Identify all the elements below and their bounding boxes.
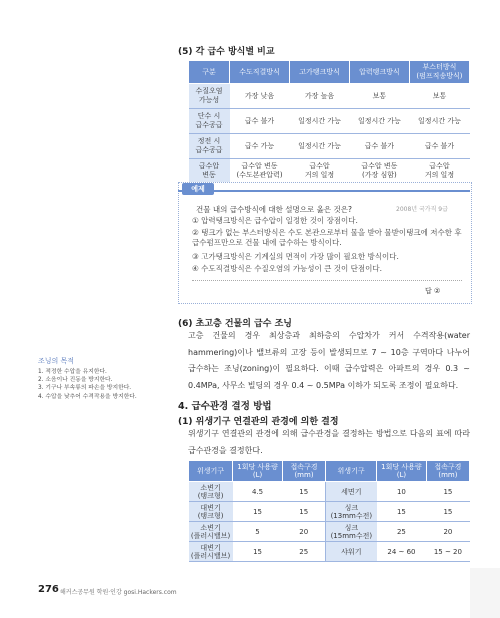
table-row: [189, 109, 470, 134]
table-row: [189, 84, 470, 109]
table-header-cell: 수도직결방식: [230, 61, 290, 84]
table-header-cell: 부스터방식 (펌프직송방식): [409, 61, 469, 84]
table-header-cell: 1회당 사용량 (L): [233, 461, 283, 482]
water-supply-comparison-table: [188, 60, 470, 184]
fixture-pipe-size-table: [188, 460, 470, 562]
section-4-body: 위생기구 연결관의 관경에 의해 급수관경을 결정하는 방법으로 다음의 표에 따라 급수관경을 결정한다.: [188, 429, 470, 455]
table-cell: 일정시간 가능: [290, 134, 350, 159]
page-number: 276: [38, 584, 59, 595]
table-header-cell: 1회당 사용량 (L): [377, 461, 427, 482]
example-option: ④ 수도직결방식은 수질오염의 가능성이 큰 것이 단점이다.: [192, 264, 383, 273]
table-cell: 15: [377, 502, 427, 522]
table-cell: 일정시간 가능: [290, 109, 350, 134]
example-option: ③ 고가탱크방식은 기계실의 면적이 가장 많이 필요한 방식이다.: [192, 252, 399, 261]
table-row: [189, 522, 470, 542]
table-cell: 대변기 (탱크형): [189, 502, 233, 522]
table-row: [189, 502, 470, 522]
example-answer: 답 ②: [425, 287, 441, 295]
table-header-cell: 고가탱크방식: [290, 61, 350, 84]
section-6-body: 고층 건물의 경우 최상층과 최하층의 수압차가 커서 수격작용(water hammering)이나 밸브류의 고장 등이 발생되므로 7 ~ 10층 구역마다 나누어 급수하는 조닝(zoning)이 필요하다. 이때 급수압력은 아파트의 경우 0.3 ~ 0.4MPa, 사무소 빌딩의 경우 0.4 ~ 0.5MPa 이하가 되도록 조정이 필요하다.: [188, 331, 470, 390]
table-cell: 20: [282, 522, 325, 542]
example-option: ① 압력탱크방식은 급수압이 일정한 것이 장점이다.: [192, 216, 358, 225]
section-6-title: (6) 초고층 건물의 급수 조닝: [178, 319, 292, 329]
table-cell: 보통: [409, 84, 469, 109]
table-cell: 세면기: [326, 482, 377, 502]
list-item: 2. 소음이나 진동을 방지한다.: [38, 377, 113, 384]
table-header-cell: 위생기구: [326, 461, 377, 482]
table-cell: 4.5: [233, 482, 283, 502]
example-source: 2008년 국가직 9급: [396, 206, 448, 213]
example-option: ② 탱크가 없는 부스터방식은 수도 본관으로부터 물을 받아 물받이탱크에 저수한 후 급수펌프만으로 건물 내에 급수하는 방식이다.: [192, 228, 462, 247]
table-cell: 15: [426, 482, 469, 502]
table-cell: 급수압 거의 일정: [290, 159, 350, 184]
table-cell: 15 ~ 20: [426, 542, 469, 562]
table-row: [189, 542, 470, 562]
example-divider: [178, 190, 470, 192]
table-cell: 가장 낮음: [230, 84, 290, 109]
table-cell: 샤워기: [326, 542, 377, 562]
table-header-row: [189, 461, 470, 482]
table-cell: 급수 불가: [349, 134, 409, 159]
table-header-cell: 압력탱크방식: [349, 61, 409, 84]
row-header: 단수 시 급수공급: [189, 109, 230, 134]
table-row: [189, 482, 470, 502]
table-cell: 25: [377, 522, 427, 542]
example-question: 건물 내의 급수방식에 대한 설명으로 옳은 것은?: [196, 205, 352, 214]
table-cell: 15: [426, 502, 469, 522]
table-cell: 20: [426, 522, 469, 542]
table-cell: 급수압 변동 (수도본관압력): [230, 159, 290, 184]
table-cell: 싱크 (13mm수전): [326, 502, 377, 522]
sidebar-note-title: 조닝의 목적: [38, 357, 75, 365]
section-4-title: 4. 급수관경 결정 방법: [178, 401, 272, 412]
table-header-cell: 접속구경 (mm): [426, 461, 469, 482]
table-cell: 소변기 (탱크형): [189, 482, 233, 502]
table-cell: 소변기 (플러시밸브): [189, 522, 233, 542]
table-cell: 일정시간 가능: [409, 109, 469, 134]
table-cell: 5: [233, 522, 283, 542]
row-header: 급수압 변동: [189, 159, 230, 184]
table-cell: 급수 불가: [409, 134, 469, 159]
table-cell: 급수 가능: [230, 134, 290, 159]
table-header-cell: 위생기구: [189, 461, 233, 482]
table-cell: 일정시간 가능: [349, 109, 409, 134]
table-cell: 급수압 거의 일정: [409, 159, 469, 184]
sidebar-note-list: [38, 368, 178, 401]
table-cell: 급수압 변동 (가장 심함): [349, 159, 409, 184]
table-cell: 대변기 (플러시밸브): [189, 542, 233, 562]
row-header: 정전 시 급수공급: [189, 134, 230, 159]
table-row: [189, 159, 470, 184]
table-cell: 24 ~ 60: [377, 542, 427, 562]
page-fold-shadow: [470, 568, 500, 618]
table-cell: 보통: [349, 84, 409, 109]
example-tag: 예제: [182, 183, 214, 195]
table-cell: 15: [233, 542, 283, 562]
answer-divider: [192, 280, 462, 281]
table-cell: 가장 높음: [290, 84, 350, 109]
section-4-subtitle: (1) 위생기구 연결관의 관경에 의한 결정: [178, 417, 339, 427]
table-row: [189, 134, 470, 159]
row-header: 수질오염 가능성: [189, 84, 230, 109]
table-header-cell: 접속구경 (mm): [282, 461, 325, 482]
table-cell: 싱크 (15mm수전): [326, 522, 377, 542]
list-item: 1. 적정한 수압을 유지한다.: [38, 369, 107, 375]
footer-publisher: 해커스공무원 학원·인강 gosi.Hackers.com: [60, 589, 177, 596]
table-cell: 10: [377, 482, 427, 502]
list-item: 3. 기구나 부속류의 파손을 방지한다.: [38, 385, 132, 392]
table-cell: 급수 불가: [230, 109, 290, 134]
table-header-cell: 구분: [189, 61, 230, 84]
table-header-row: [189, 61, 470, 84]
section-5-title: (5) 각 급수 방식별 비교: [178, 47, 275, 57]
table-cell: 15: [282, 482, 325, 502]
table-cell: 15: [233, 502, 283, 522]
list-item: 4. 수압을 낮추어 수격작용을 방지한다.: [38, 393, 137, 400]
table-cell: 15: [282, 502, 325, 522]
table-cell: 25: [282, 542, 325, 562]
